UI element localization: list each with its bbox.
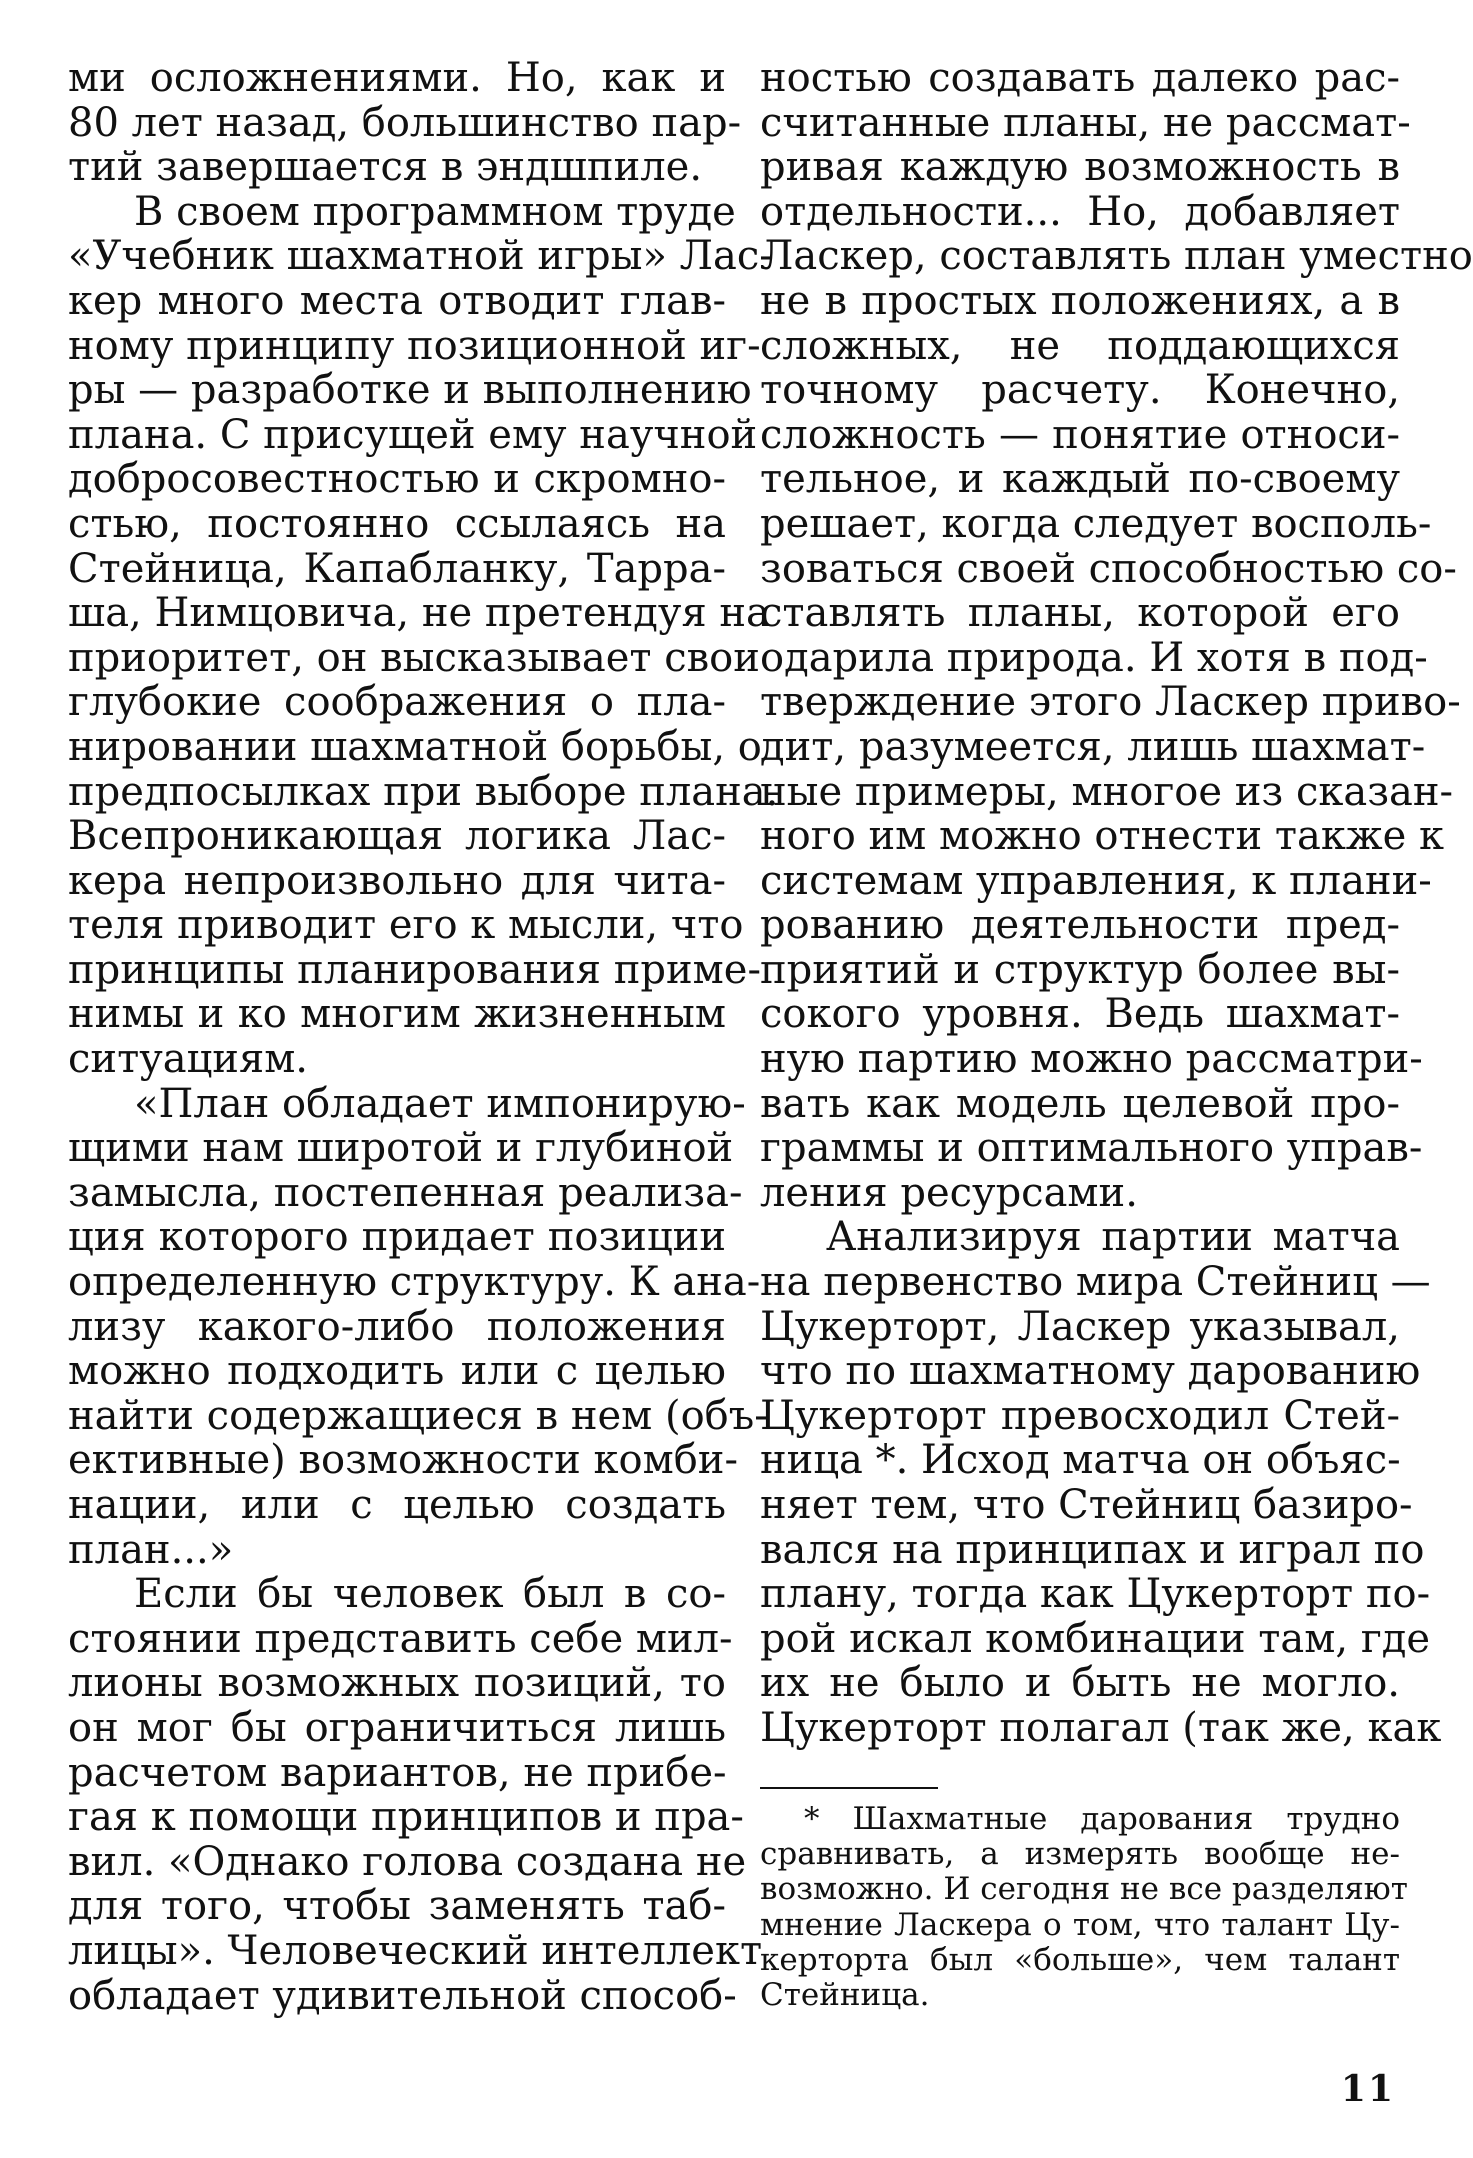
text-line: считанные планы, не рассмат- <box>760 99 1411 146</box>
text-line: можно подходить или с целью <box>68 1348 726 1395</box>
text-line: стоянии представить себе мил- <box>68 1615 733 1662</box>
text-line: сокого уровня. Ведь шахмат- <box>760 991 1400 1038</box>
footnote-line: * Шахматные дарования трудно <box>804 1801 1400 1837</box>
text-line: вил. «Однако голова создана не <box>68 1838 747 1885</box>
text-line: В своем программном труде <box>134 188 736 235</box>
text-line: ного им можно отнести также к <box>760 813 1445 860</box>
text-line: гая к помощи принципов и пра- <box>68 1794 744 1841</box>
footnote-line: мнение Ласкера о том, что талант Цу- <box>760 1906 1400 1943</box>
text-line: глубокие соображения о пла- <box>68 679 726 726</box>
text-line: ция которого придает позиции <box>68 1214 726 1261</box>
text-line: приоритет, он высказывает свои <box>68 634 760 681</box>
text-line: ривая каждую возможность в <box>760 144 1400 191</box>
page-number: 11 <box>1340 2068 1395 2110</box>
text-line: дит, разумеется, лишь шахмат- <box>760 723 1426 770</box>
footnote-line: сравнивать, а измерять вообще не- <box>760 1836 1400 1873</box>
text-line: тельное, и каждый по-своему <box>760 456 1400 503</box>
text-line: ному принципу позиционной иг- <box>68 322 761 369</box>
text-line: приятий и структур более вы- <box>760 946 1400 993</box>
text-line: лизу какого-либо положения <box>68 1303 726 1350</box>
text-line: Стейница, Капабланку, Тарра- <box>68 545 726 592</box>
text-line: тий завершается в эндшпиле. <box>68 144 703 191</box>
text-line: системам управления, к плани- <box>760 857 1432 904</box>
text-line: ления ресурсами. <box>760 1169 1138 1216</box>
text-line: ностью создавать далеко рас- <box>760 55 1400 101</box>
text-line: сложность — понятие относи- <box>760 411 1400 458</box>
text-line: нимы и ко многим жизненным <box>68 991 726 1038</box>
text-line: на первенство мира Стейниц — <box>760 1259 1431 1306</box>
text-line: плана. С присущей ему научной <box>68 411 758 458</box>
text-line: найти содержащиеся в нем (объ- <box>68 1392 768 1439</box>
right-column <box>760 55 1473 1751</box>
text-line: ры — разработке и выполнению <box>68 367 752 414</box>
text-line: стью, постоянно ссылаясь на <box>68 500 726 547</box>
text-line: щими нам широтой и глубиной <box>68 1125 734 1172</box>
text-line: ситуациям. <box>68 1036 309 1083</box>
text-line: их не было и быть не могло. <box>760 1660 1400 1707</box>
text-line: определенную структуру. К ана- <box>68 1259 761 1306</box>
text-line: «Учебник шахматной игры» Лас- <box>68 233 773 280</box>
text-line: Ласкер, составлять план уместно <box>760 233 1473 280</box>
text-line: вался на принципах и играл по <box>760 1526 1425 1573</box>
text-line: кер много места отводит глав- <box>68 277 726 324</box>
text-line: ную партию можно рассматри- <box>760 1036 1423 1083</box>
footnote <box>760 1801 1408 2014</box>
text-line: расчетом вариантов, не прибе- <box>68 1749 727 1796</box>
text-line: Всепроникающая логика Лас- <box>68 813 726 860</box>
text-line: обладает удивительной способ- <box>68 1972 737 2019</box>
text-line: теля приводит его к мысли, что <box>68 902 744 949</box>
text-line: ные примеры, многое из сказан- <box>760 768 1454 815</box>
footnote-divider <box>760 1787 938 1789</box>
text-line: принципы планирования приме- <box>68 946 761 993</box>
text-line: ставлять планы, которой его <box>760 590 1400 637</box>
text-line: добросовестностью и скромно- <box>68 456 726 503</box>
text-line: не в простых положениях, а в <box>760 277 1400 324</box>
text-line: Анализируя партии матча <box>826 1214 1400 1261</box>
left-column <box>68 55 779 2019</box>
text-line: точному расчету. Конечно, <box>760 367 1400 414</box>
text-line: ективные) возможности комби- <box>68 1437 738 1484</box>
text-line: Цукерторт, Ласкер указывал, <box>760 1303 1400 1350</box>
text-line: «План обладает импонирую- <box>134 1080 746 1127</box>
footnote-line: Стейница. <box>760 1977 930 2014</box>
text-line: он мог бы ограничиться лишь <box>68 1704 726 1751</box>
text-line: отдельности... Но, добавляет <box>760 188 1400 235</box>
text-line: предпосылках при выборе плана. <box>68 768 779 815</box>
text-line: лицы». Человеческий интеллект <box>68 1927 763 1974</box>
text-line: что по шахматному дарованию <box>760 1348 1421 1395</box>
text-line: ми осложнениями. Но, как и <box>68 55 726 101</box>
footnote-line: керторта был «больше», чем талант <box>760 1941 1400 1978</box>
text-line: 80 лет назад, большинство пар- <box>68 99 742 146</box>
text-line: плану, тогда как Цукерторт по- <box>760 1571 1431 1618</box>
text-line: план...» <box>68 1526 234 1573</box>
text-line: одарила природа. И хотя в под- <box>760 634 1428 681</box>
footnote-line: возможно. И сегодня не все разделяют <box>760 1871 1408 1908</box>
text-line: замысла, постепенная реализа- <box>68 1169 743 1216</box>
text-line: Цукерторт полагал (так же, как <box>760 1704 1442 1751</box>
text-line: вать как модель целевой про- <box>760 1080 1400 1127</box>
text-line: решает, когда следует восполь- <box>760 500 1432 547</box>
text-line: зоваться своей способностью со- <box>760 545 1457 592</box>
text-line: для того, чтобы заменять таб- <box>68 1883 726 1930</box>
text-line: граммы и оптимального управ- <box>760 1125 1423 1172</box>
text-line: рой искал комбинации там, где <box>760 1615 1431 1662</box>
text-line: кера непроизвольно для чита- <box>68 857 726 904</box>
text-line: лионы возможных позиций, то <box>68 1660 726 1707</box>
text-line: Цукерторт превосходил Стей- <box>760 1392 1400 1439</box>
text-line: рованию деятельности пред- <box>760 902 1400 949</box>
text-line: ница *. Исход матча он объяс- <box>760 1437 1401 1484</box>
text-line: ша, Нимцовича, не претендуя на <box>68 590 770 637</box>
text-line: няет тем, что Стейниц базиро- <box>760 1482 1413 1528</box>
text-line: тверждение этого Ласкер приво- <box>760 679 1461 726</box>
text-line: Если бы человек был в со- <box>134 1571 726 1618</box>
text-line: нации, или с целью создать <box>68 1482 726 1528</box>
text-line: нировании шахматной борьбы, о <box>68 723 762 770</box>
text-line: сложных, не поддающихся <box>760 322 1400 369</box>
